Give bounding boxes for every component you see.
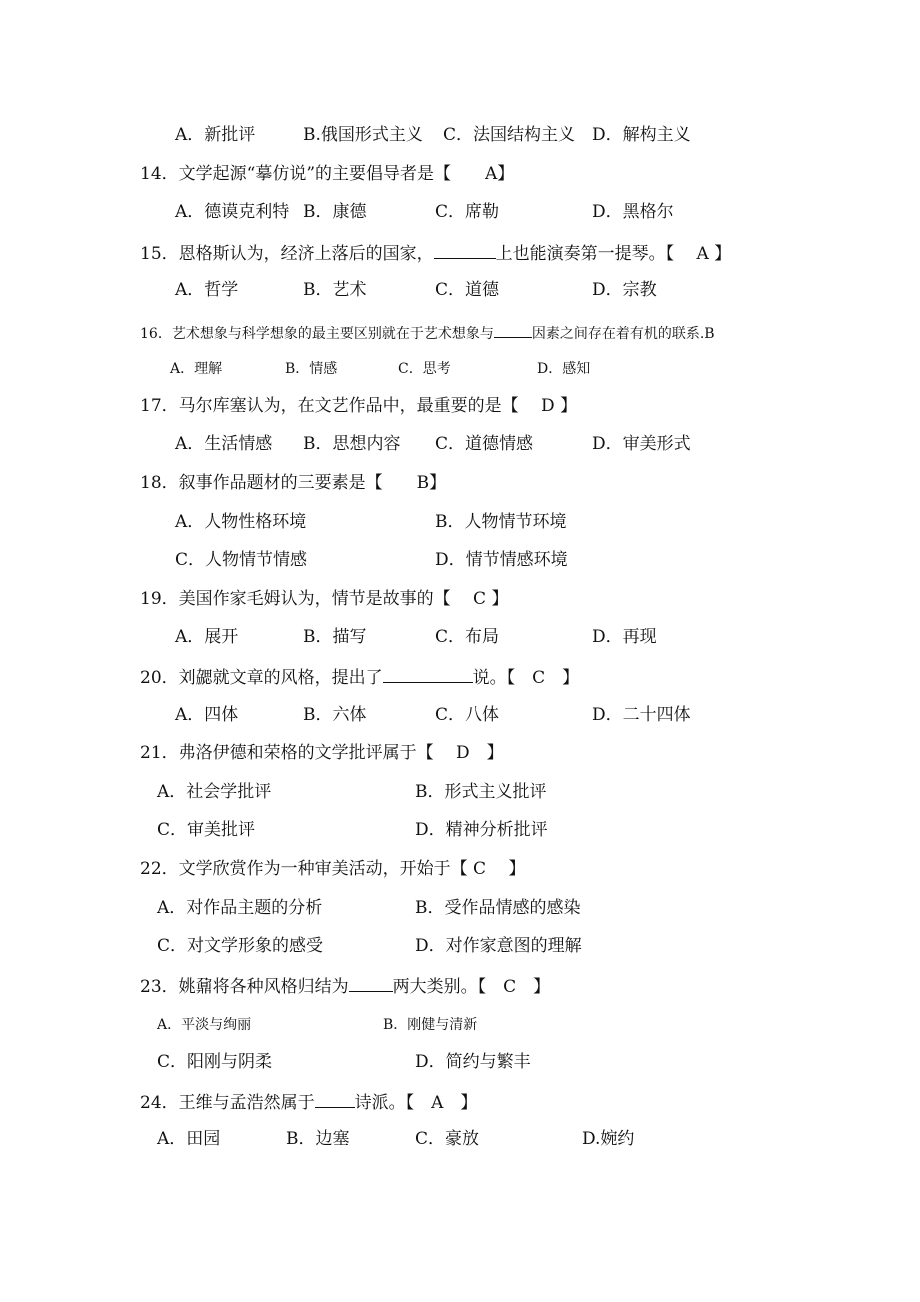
question-stem-end: 因素之间存在着有机的联系.B [531, 326, 715, 342]
answer-option: C．道德情感 [435, 434, 534, 454]
answer-option: C．八体 [435, 705, 500, 725]
question-text: 21．弗洛伊德和荣格的文学批评属于【 D 】 [140, 743, 504, 763]
fill-in-blank [494, 320, 532, 338]
question-text [140, 320, 715, 345]
question-text [140, 241, 731, 265]
answer-option: B．康德 [303, 202, 367, 222]
answer-option: D．宗教 [592, 280, 657, 300]
answer-option: D．情节情感环境 [435, 550, 568, 570]
fill-in-blank [434, 241, 496, 259]
answer-option: D．对作家意图的理解 [415, 936, 582, 956]
answer-option: A．四体 [175, 705, 239, 725]
fill-in-blank [349, 974, 393, 992]
answer-option: C．人物情节情感 [175, 550, 308, 570]
answer-option: C．审美批评 [157, 820, 256, 840]
question-stem-end: 两大类别。【 C 】 [392, 977, 551, 997]
answer-option: C．布局 [435, 627, 500, 647]
answer-option: B．边塞 [286, 1129, 350, 1149]
answer-option: A．德谟克利特 [175, 202, 290, 222]
answer-option: B．艺术 [303, 280, 367, 300]
answer-option: C．对文学形象的感受 [157, 936, 324, 956]
answer-option: D．解构主义 [592, 125, 691, 145]
answer-option: D．二十四体 [592, 705, 691, 725]
answer-option: B．人物情节环境 [435, 512, 567, 532]
answer-option: A．展开 [175, 627, 239, 647]
answer-option: D．精神分析批评 [415, 820, 548, 840]
answer-option: A．新批评 [175, 125, 256, 145]
question-stem: 23．姚鼐将各种风格归结为 [140, 977, 349, 997]
answer-option: A．生活情感 [175, 434, 273, 454]
question-stem: 24．王维与孟浩然属于 [140, 1093, 315, 1113]
question-stem-end: 诗派。【 A 】 [354, 1093, 478, 1113]
answer-option: B.俄国形式主义 [303, 125, 423, 145]
question-text [140, 665, 579, 689]
answer-option: D．审美形式 [592, 434, 691, 454]
answer-option: A．平淡与绚丽 [157, 1017, 252, 1033]
answer-option: A．人物性格环境 [175, 512, 307, 532]
question-stem: 20．刘勰就文章的风格，提出了 [140, 668, 383, 688]
answer-option: C．思考 [398, 361, 451, 377]
question-text: 18．叙事作品题材的三要素是【 B】 [140, 473, 447, 493]
question-text: 17．马尔库塞认为，在文艺作品中，最重要的是【 D 】 [140, 396, 578, 416]
answer-option: D．感知 [537, 361, 591, 377]
answer-option: A．对作品主题的分析 [157, 898, 323, 918]
answer-option: D．黑格尔 [592, 202, 674, 222]
answer-option: C．法国结构主义 [443, 125, 576, 145]
answer-option: D．再现 [592, 627, 657, 647]
answer-option: A．哲学 [175, 280, 239, 300]
answer-option: C．道德 [435, 280, 500, 300]
answer-option: A．社会学批评 [157, 782, 272, 802]
answer-option: B．受作品情感的感染 [415, 898, 581, 918]
question-text [140, 974, 550, 998]
question-stem: 15．恩格斯认为，经济上落后的国家， [140, 244, 434, 264]
fill-in-blank [315, 1090, 355, 1108]
answer-option: B．情感 [285, 361, 338, 377]
answer-option: C．席勒 [435, 202, 500, 222]
answer-option: B．刚健与清新 [383, 1017, 478, 1033]
question-text [140, 1090, 477, 1114]
answer-option: B．描写 [303, 627, 367, 647]
answer-option: A．理解 [170, 361, 223, 377]
question-text: 19．美国作家毛姆认为，情节是故事的【 C 】 [140, 589, 509, 609]
question-stem: 16．艺术想象与科学想象的最主要区别就在于艺术想象与 [140, 326, 494, 342]
answer-option: B．形式主义批评 [415, 782, 547, 802]
answer-option: B．六体 [303, 705, 367, 725]
answer-option: C．阳刚与阴柔 [157, 1052, 273, 1072]
answer-option: C．豪放 [415, 1129, 480, 1149]
question-stem-end: 上也能演奏第一提琴。【 A 】 [495, 244, 732, 264]
question-text: 14．文学起源“摹仿说”的主要倡导者是【 A】 [140, 164, 515, 184]
question-stem-end: 说。【 C 】 [472, 668, 580, 688]
answer-option: D．简约与繁丰 [415, 1052, 531, 1072]
answer-option: D.婉约 [582, 1129, 635, 1149]
answer-option: B．思想内容 [303, 434, 401, 454]
fill-in-blank [383, 665, 473, 683]
answer-option: A．田园 [157, 1129, 221, 1149]
question-text: 22．文学欣赏作为一种审美活动，开始于【 C 】 [140, 859, 526, 879]
